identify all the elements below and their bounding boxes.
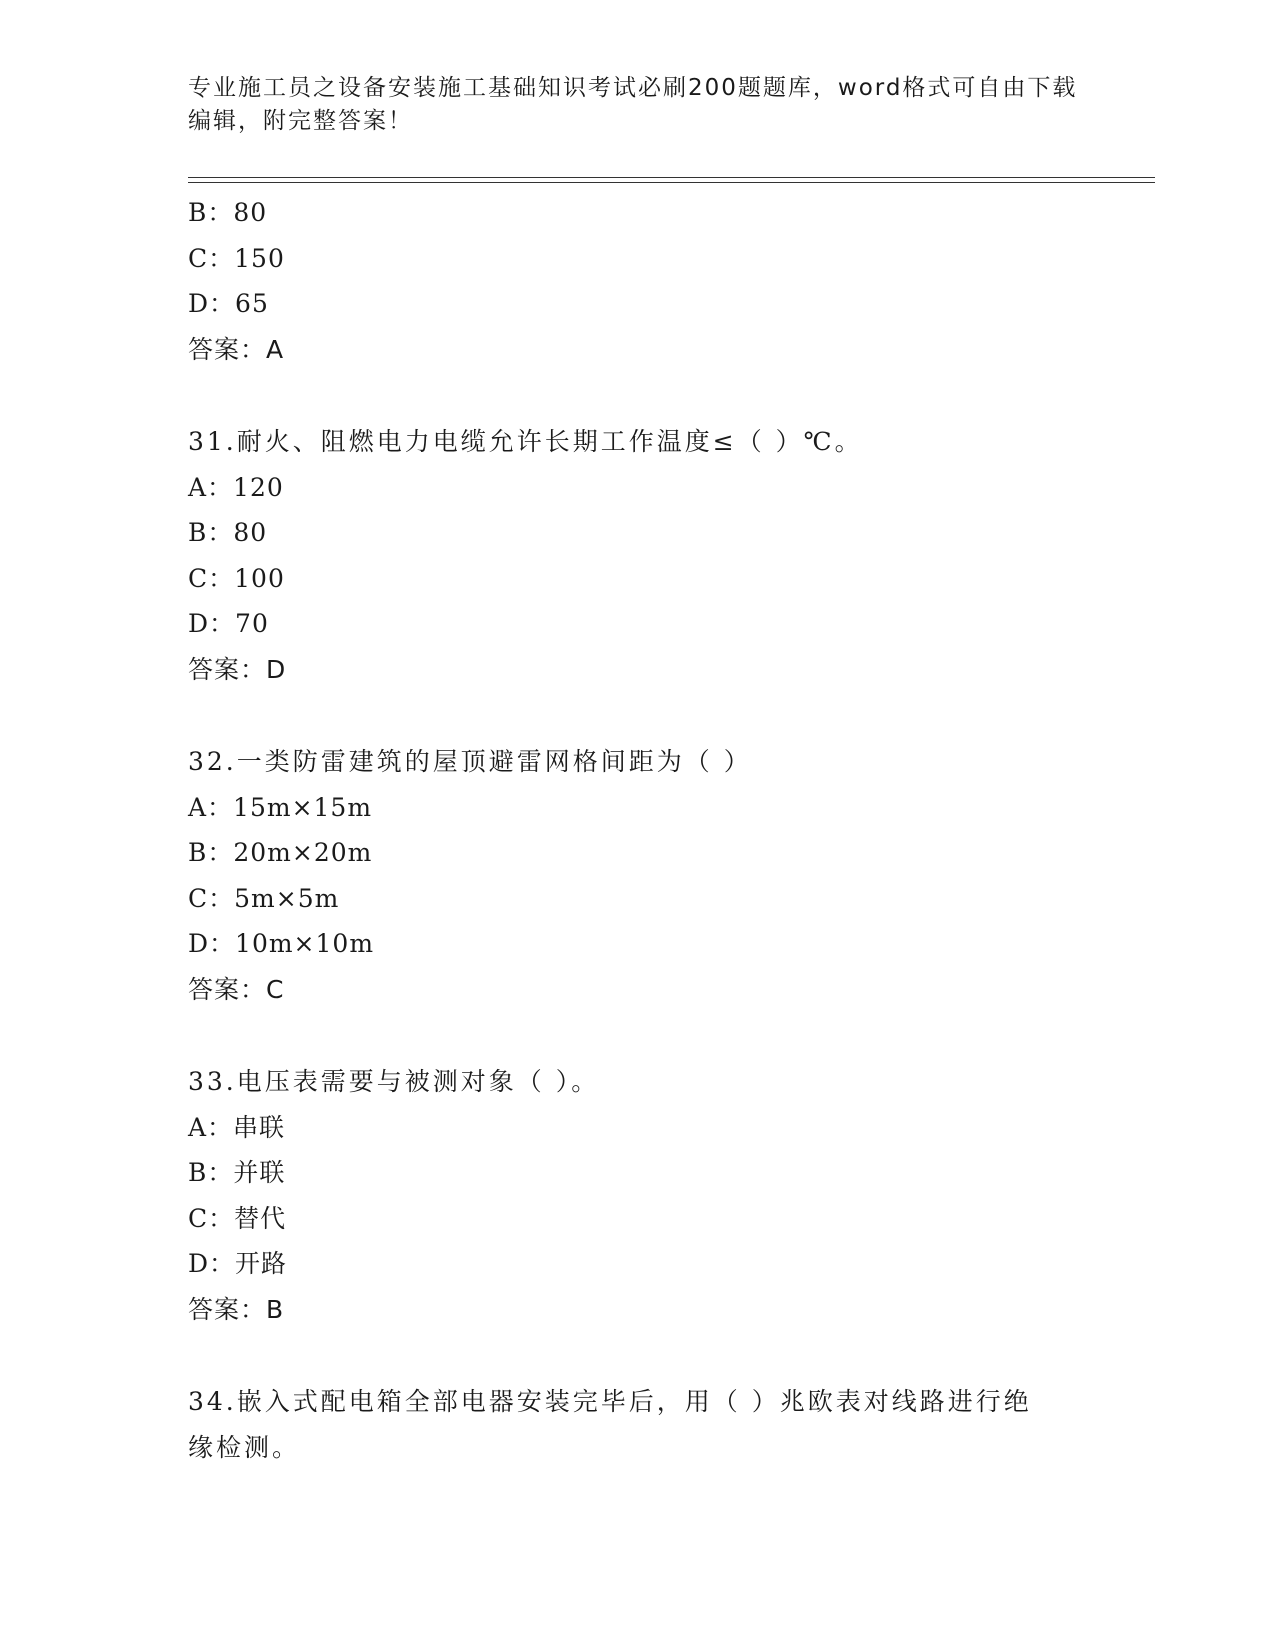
option-d: D：65 xyxy=(188,289,269,318)
option-c: C：100 xyxy=(188,563,285,593)
answer-label: 答案：B xyxy=(188,1294,285,1324)
question-text-line1: 34.嵌入式配电箱全部电器安装完毕后，用（ ）兆欧表对线路进行绝 xyxy=(188,1387,1032,1416)
question-33 xyxy=(188,1059,1088,1332)
option-b: B：20m×20m xyxy=(188,838,373,867)
question-text-line2: 缘检测。 xyxy=(188,1432,301,1462)
header-divider-bottom xyxy=(188,182,1155,183)
option-d: D：开路 xyxy=(188,1249,288,1278)
question-text: 33.电压表需要与被测对象（ ）。 xyxy=(188,1067,600,1096)
question-32 xyxy=(188,739,1088,1012)
answer-label: 答案：D xyxy=(188,654,287,684)
option-d: D：10m×10m xyxy=(188,929,375,958)
option-b: B：80 xyxy=(188,198,268,227)
option-c: C：替代 xyxy=(188,1203,287,1233)
question-text: 31.耐火、阻燃电力电缆允许长期工作温度≤（ ）℃。 xyxy=(188,427,863,456)
page-header xyxy=(188,72,1088,138)
option-c: C：150 xyxy=(188,243,285,273)
option-b: B：并联 xyxy=(188,1158,286,1187)
question-30-tail xyxy=(188,190,1088,372)
answer-label: 答案：A xyxy=(188,334,285,364)
option-c: C：5m×5m xyxy=(188,883,340,913)
option-a: A：120 xyxy=(188,472,284,502)
header-title-line2: 编辑，附完整答案！ xyxy=(188,108,413,134)
option-a: A：串联 xyxy=(188,1112,286,1142)
answer-label: 答案：C xyxy=(188,974,285,1004)
question-31 xyxy=(188,419,1088,692)
question-text: 32.一类防雷建筑的屋顶避雷网格间距为（ ） xyxy=(188,747,752,776)
option-d: D：70 xyxy=(188,609,269,638)
option-b: B：80 xyxy=(188,518,268,547)
question-list xyxy=(188,190,1088,1470)
question-34 xyxy=(188,1379,1088,1470)
header-title-line1: 专业施工员之设备安装施工基础知识考试必刷200题题库，word格式可自由下载 xyxy=(188,75,1078,101)
option-a: A：15m×15m xyxy=(188,792,373,822)
header-divider-top xyxy=(188,177,1155,178)
